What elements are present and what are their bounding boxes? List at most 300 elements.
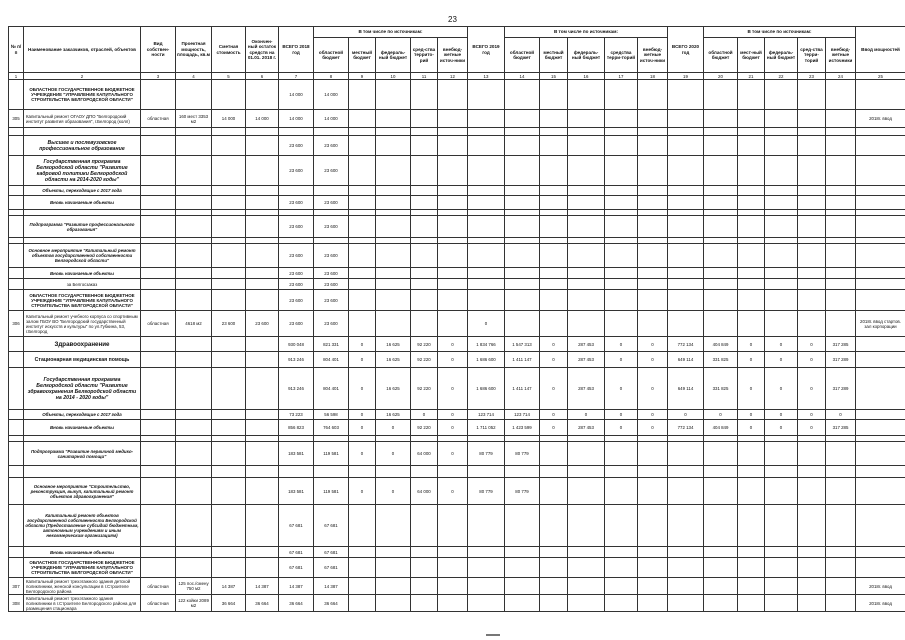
header-group-2020: В том числе по источникам: [704,27,856,38]
column-number-cell: 14 [505,73,540,80]
amount-cell [798,216,826,238]
commissioning-cell: 2018г. ввод [856,110,905,128]
ownership-cell [141,290,176,311]
column-number-cell: 12 [438,73,468,80]
amount-cell [246,547,279,558]
amount-cell [668,595,704,612]
capacity-cell [176,136,212,156]
amount-cell: 0 [438,410,468,420]
amount-cell [376,196,411,210]
amount-cell: 1 547 313 [505,337,540,352]
row-number-cell [9,478,24,505]
amount-cell [279,128,314,136]
amount-cell [212,80,246,110]
amount-cell [376,128,411,136]
ownership-cell [141,186,176,196]
amount-cell: 287 453 [568,352,605,368]
row-label-cell: Капитальный ремонт трехэтажного здания детской поликлиники, женской консультации в г.Строителе Белгородского района [24,578,141,595]
table-row [9,368,905,410]
amount-cell [246,478,279,505]
amount-cell [798,290,826,311]
amount-cell: 0 [540,420,568,436]
amount-cell [668,442,704,466]
amount-cell: 764 603 [314,420,349,436]
amount-cell [438,110,468,128]
amount-cell [765,186,798,196]
amount-cell: 0 [798,352,826,368]
amount-cell [438,156,468,186]
amount-cell: 14 387 [279,578,314,595]
amount-cell [568,466,605,478]
amount-cell [738,442,765,466]
capacity-cell [176,128,212,136]
capacity-cell: 122 койки 2089 м2 [176,595,212,612]
amount-cell [349,558,376,578]
amount-cell: 0 [738,420,765,436]
amount-cell [246,128,279,136]
row-number-cell [9,558,24,578]
amount-cell [349,547,376,558]
header-col-5: Сметная стоимость [212,27,246,73]
amount-cell [468,558,505,578]
ownership-cell [141,337,176,352]
amount-cell [638,80,668,110]
amount-cell [411,128,438,136]
amount-cell [765,290,798,311]
amount-cell: 0 [605,420,638,436]
row-label-cell: Государственная программа Белгородской области "Развитие здравоохранения Белгородской области на 2014 - 2020 годы" [24,368,141,410]
amount-cell [246,505,279,547]
amount-cell [668,311,704,337]
amount-cell [246,352,279,368]
amount-cell: 0 [638,420,668,436]
amount-cell [246,216,279,238]
header-col-18: внебюд-жетные источ-ники [638,38,668,73]
amount-cell: 0 [765,420,798,436]
capacity-cell [176,410,212,420]
amount-cell: 856 823 [279,420,314,436]
commissioning-cell [856,478,905,505]
ownership-cell: областная [141,110,176,128]
amount-cell [638,466,668,478]
amount-cell: 1 411 147 [505,352,540,368]
amount-cell: 0 [765,337,798,352]
capacity-cell [176,216,212,238]
amount-cell [668,216,704,238]
amount-cell [605,290,638,311]
amount-cell [638,216,668,238]
amount-cell [505,216,540,238]
amount-cell: 80 779 [468,442,505,466]
header-group-2018: В том числе по источникам: [314,27,468,38]
amount-cell [411,290,438,311]
amount-cell [246,420,279,436]
amount-cell [765,547,798,558]
amount-cell: 23 600 [279,279,314,290]
header-col-19: ВСЕГО 2020 год [668,27,704,73]
table-row [9,420,905,436]
header-col-11: сред-ства террито-рий [411,38,438,73]
ownership-cell [141,136,176,156]
ownership-cell [141,466,176,478]
amount-cell [349,595,376,612]
amount-cell [212,268,246,279]
amount-cell [568,547,605,558]
header-col-2: Наименование заказчиков, отраслей, объектов [24,27,141,73]
amount-cell: 1 423 599 [505,420,540,436]
amount-cell [798,279,826,290]
ownership-cell [141,279,176,290]
amount-cell [738,156,765,186]
amount-cell [540,136,568,156]
header-col-15: местный бюджет [540,38,568,73]
amount-cell [568,290,605,311]
amount-cell [605,442,638,466]
row-number-cell: 305 [9,110,24,128]
amount-cell: 0 [738,368,765,410]
amount-cell [826,128,856,136]
commissioning-cell [856,244,905,268]
amount-cell [349,268,376,279]
ownership-cell [141,442,176,466]
amount-cell [314,186,349,196]
page-edge-mark [486,634,500,636]
amount-cell [246,442,279,466]
amount-cell [765,196,798,210]
amount-cell [411,216,438,238]
amount-cell: 80 779 [505,442,540,466]
amount-cell [438,244,468,268]
amount-cell [568,136,605,156]
column-number-cell: 10 [376,73,411,80]
amount-cell: 0 [605,352,638,368]
amount-cell: 0 [765,368,798,410]
ownership-cell: областная [141,578,176,595]
amount-cell [212,156,246,186]
amount-cell [411,136,438,156]
amount-cell [505,290,540,311]
amount-cell [826,186,856,196]
amount-cell [798,244,826,268]
commissioning-cell [856,80,905,110]
ownership-cell [141,196,176,210]
amount-cell: 80 779 [468,478,505,505]
amount-cell: 0 [798,410,826,420]
amount-cell [349,80,376,110]
table-row [9,136,905,156]
commissioning-cell [856,337,905,352]
commissioning-cell [856,368,905,410]
amount-cell [411,268,438,279]
amount-cell [704,156,738,186]
amount-cell [765,478,798,505]
amount-cell [212,244,246,268]
amount-cell [505,268,540,279]
amount-cell [411,547,438,558]
amount-cell [505,80,540,110]
amount-cell [540,578,568,595]
amount-cell [605,136,638,156]
amount-cell [638,196,668,210]
amount-cell: 14 387 [314,578,349,595]
capacity-cell [176,186,212,196]
amount-cell [605,80,638,110]
commissioning-cell [856,466,905,478]
table-row [9,279,905,290]
amount-cell [468,290,505,311]
ownership-cell [141,244,176,268]
amount-cell [540,558,568,578]
amount-cell [212,410,246,420]
column-number-cell: 3 [141,73,176,80]
amount-cell [668,547,704,558]
amount-cell: 0 [540,337,568,352]
amount-cell [438,595,468,612]
amount-cell [826,136,856,156]
amount-cell: 23 600 [314,311,349,337]
amount-cell [468,279,505,290]
amount-cell [505,128,540,136]
amount-cell [668,186,704,196]
amount-cell: 0 [638,368,668,410]
amount-cell [605,110,638,128]
amount-cell [668,466,704,478]
amount-cell [605,128,638,136]
amount-cell [738,110,765,128]
amount-cell [568,186,605,196]
amount-cell [505,136,540,156]
amount-cell: 92 220 [411,352,438,368]
amount-cell [826,244,856,268]
commissioning-cell: 2018г. ввод стартов. зал корпорации [856,311,905,337]
amount-cell [826,547,856,558]
amount-cell [212,466,246,478]
amount-cell: 36 664 [246,595,279,612]
amount-cell [765,279,798,290]
capacity-cell [176,466,212,478]
amount-cell [246,279,279,290]
amount-cell [438,558,468,578]
amount-cell [505,110,540,128]
header-col-7: ВСЕГО 2018 год [279,27,314,73]
amount-cell [376,466,411,478]
amount-cell [668,196,704,210]
amount-cell [605,156,638,186]
amount-cell [826,311,856,337]
amount-cell [638,311,668,337]
amount-cell [212,442,246,466]
amount-cell [540,156,568,186]
amount-cell: 0 [738,337,765,352]
header-col-4: Проектная мощность, площадь, кв.м [176,27,212,73]
column-number-cell: 24 [826,73,856,80]
amount-cell [438,186,468,196]
column-number-cell: 16 [568,73,605,80]
amount-cell [505,547,540,558]
column-number-cell: 15 [540,73,568,80]
amount-cell [704,110,738,128]
amount-cell: 772 134 [668,337,704,352]
amount-cell: 183 581 [279,442,314,466]
amount-cell: 804 401 [314,368,349,410]
amount-cell: 317 285 [826,420,856,436]
row-label-cell [24,128,141,136]
amount-cell [826,268,856,279]
header-col-3: Вид собствен-ности [141,27,176,73]
amount-cell [505,196,540,210]
amount-cell [438,279,468,290]
amount-cell [826,80,856,110]
amount-cell [540,279,568,290]
amount-cell [540,442,568,466]
amount-cell [605,505,638,547]
commissioning-cell [856,547,905,558]
amount-cell: 23 600 [279,290,314,311]
row-number-cell [9,466,24,478]
amount-cell [638,156,668,186]
amount-cell [468,110,505,128]
amount-cell: 0 [826,410,856,420]
amount-cell [568,478,605,505]
amount-cell [376,156,411,186]
row-label-cell: Капитальный ремонт трехэтажного здания поликлиники в г.Строителе Белгородского района для размещения стационара [24,595,141,612]
amount-cell [349,311,376,337]
commissioning-cell [856,268,905,279]
amount-cell [605,311,638,337]
amount-cell [704,547,738,558]
amount-cell [505,279,540,290]
row-number-cell: 307 [9,578,24,595]
amount-cell [738,578,765,595]
amount-cell [668,156,704,186]
amount-cell: 0 [738,410,765,420]
column-number-cell: 23 [798,73,826,80]
amount-cell [638,136,668,156]
row-number-cell [9,410,24,420]
amount-cell [638,186,668,196]
row-label-cell: Основное мероприятие "Строительство, реконструкция, выкуп, капитальный ремонт объектов здравоохранения" [24,478,141,505]
amount-cell [468,136,505,156]
table-row [9,352,905,368]
row-label-cell: Вновь начинаемые объекты [24,420,141,436]
row-label-cell: ОБЛАСТНОЕ ГОСУДАРСТВЕННОЕ БЮДЖЕТНОЕ УЧРЕЖДЕНИЕ "УПРАВЛЕНИЕ КАПИТАЛЬНОГО СТРОИТЕЛЬСТВА БЕЛГОРОДСКОЙ ОБЛАСТИ" [24,558,141,578]
amount-cell [246,136,279,156]
amount-cell: 0 [704,410,738,420]
amount-cell [605,595,638,612]
amount-cell: 317 285 [826,337,856,352]
amount-cell [505,244,540,268]
amount-cell: 36 664 [314,595,349,612]
amount-cell: 0 [540,368,568,410]
amount-cell [826,196,856,210]
amount-cell [765,156,798,186]
amount-cell [668,279,704,290]
header-col-20: областной бюджет [704,38,738,73]
amount-cell [605,466,638,478]
amount-cell [411,196,438,210]
column-number-cell: 21 [738,73,765,80]
row-number-cell [9,547,24,558]
column-number-cell: 13 [468,73,505,80]
amount-cell: 23 600 [279,136,314,156]
amount-cell: 16 625 [376,337,411,352]
commissioning-cell [856,156,905,186]
amount-cell: 0 [349,478,376,505]
amount-cell [738,136,765,156]
amount-cell: 23 600 [246,311,279,337]
commissioning-cell [856,216,905,238]
amount-cell [540,547,568,558]
amount-cell: 317 289 [826,352,856,368]
amount-cell [349,578,376,595]
amount-cell [376,505,411,547]
amount-cell [468,80,505,110]
header-col-23: сред-ства терри-торий [798,38,826,73]
table-body [9,73,905,612]
amount-cell [605,478,638,505]
amount-cell: 0 [411,410,438,420]
row-label-cell: Объекты, переходящие с 2017 года [24,186,141,196]
amount-cell [349,279,376,290]
amount-cell: 123 714 [468,410,505,420]
commissioning-cell: 2018г. ввод [856,595,905,612]
table-row [9,547,905,558]
amount-cell [798,442,826,466]
amount-cell: 92 220 [411,337,438,352]
amount-cell [738,80,765,110]
table-row [9,156,905,186]
amount-cell [246,466,279,478]
column-number-cell: 19 [668,73,704,80]
amount-cell [668,505,704,547]
amount-cell: 73 223 [279,410,314,420]
row-label-cell: Вновь начинаемые объекты [24,196,141,210]
amount-cell [798,110,826,128]
amount-cell: 23 600 [279,216,314,238]
amount-cell [704,505,738,547]
amount-cell [438,80,468,110]
amount-cell: 36 664 [212,595,246,612]
amount-cell: 649 114 [668,352,704,368]
amount-cell: 287 453 [568,420,605,436]
amount-cell [738,558,765,578]
amount-cell: 23 600 [279,268,314,279]
amount-cell: 331 825 [704,352,738,368]
amount-cell [212,128,246,136]
capacity-cell [176,337,212,352]
amount-cell: 0 [798,420,826,436]
amount-cell [704,128,738,136]
row-label-cell: Вновь начинаемые объекты [24,268,141,279]
amount-cell [411,244,438,268]
amount-cell: 56 598 [314,410,349,420]
amount-cell [826,442,856,466]
amount-cell [765,268,798,279]
amount-cell: 0 [765,410,798,420]
header-col-10: федераль-ный бюджет [376,38,411,73]
row-label-cell: Подпрограмма "Развитие первичной медико-санитарной помощи" [24,442,141,466]
capacity-cell [176,420,212,436]
amount-cell [411,595,438,612]
capacity-cell [176,352,212,368]
row-number-cell [9,80,24,110]
header-col-24: внебюд-жетные источники [826,38,856,73]
amount-cell [212,216,246,238]
row-number-cell [9,368,24,410]
amount-cell [376,595,411,612]
ownership-cell: областная [141,311,176,337]
amount-cell [540,216,568,238]
